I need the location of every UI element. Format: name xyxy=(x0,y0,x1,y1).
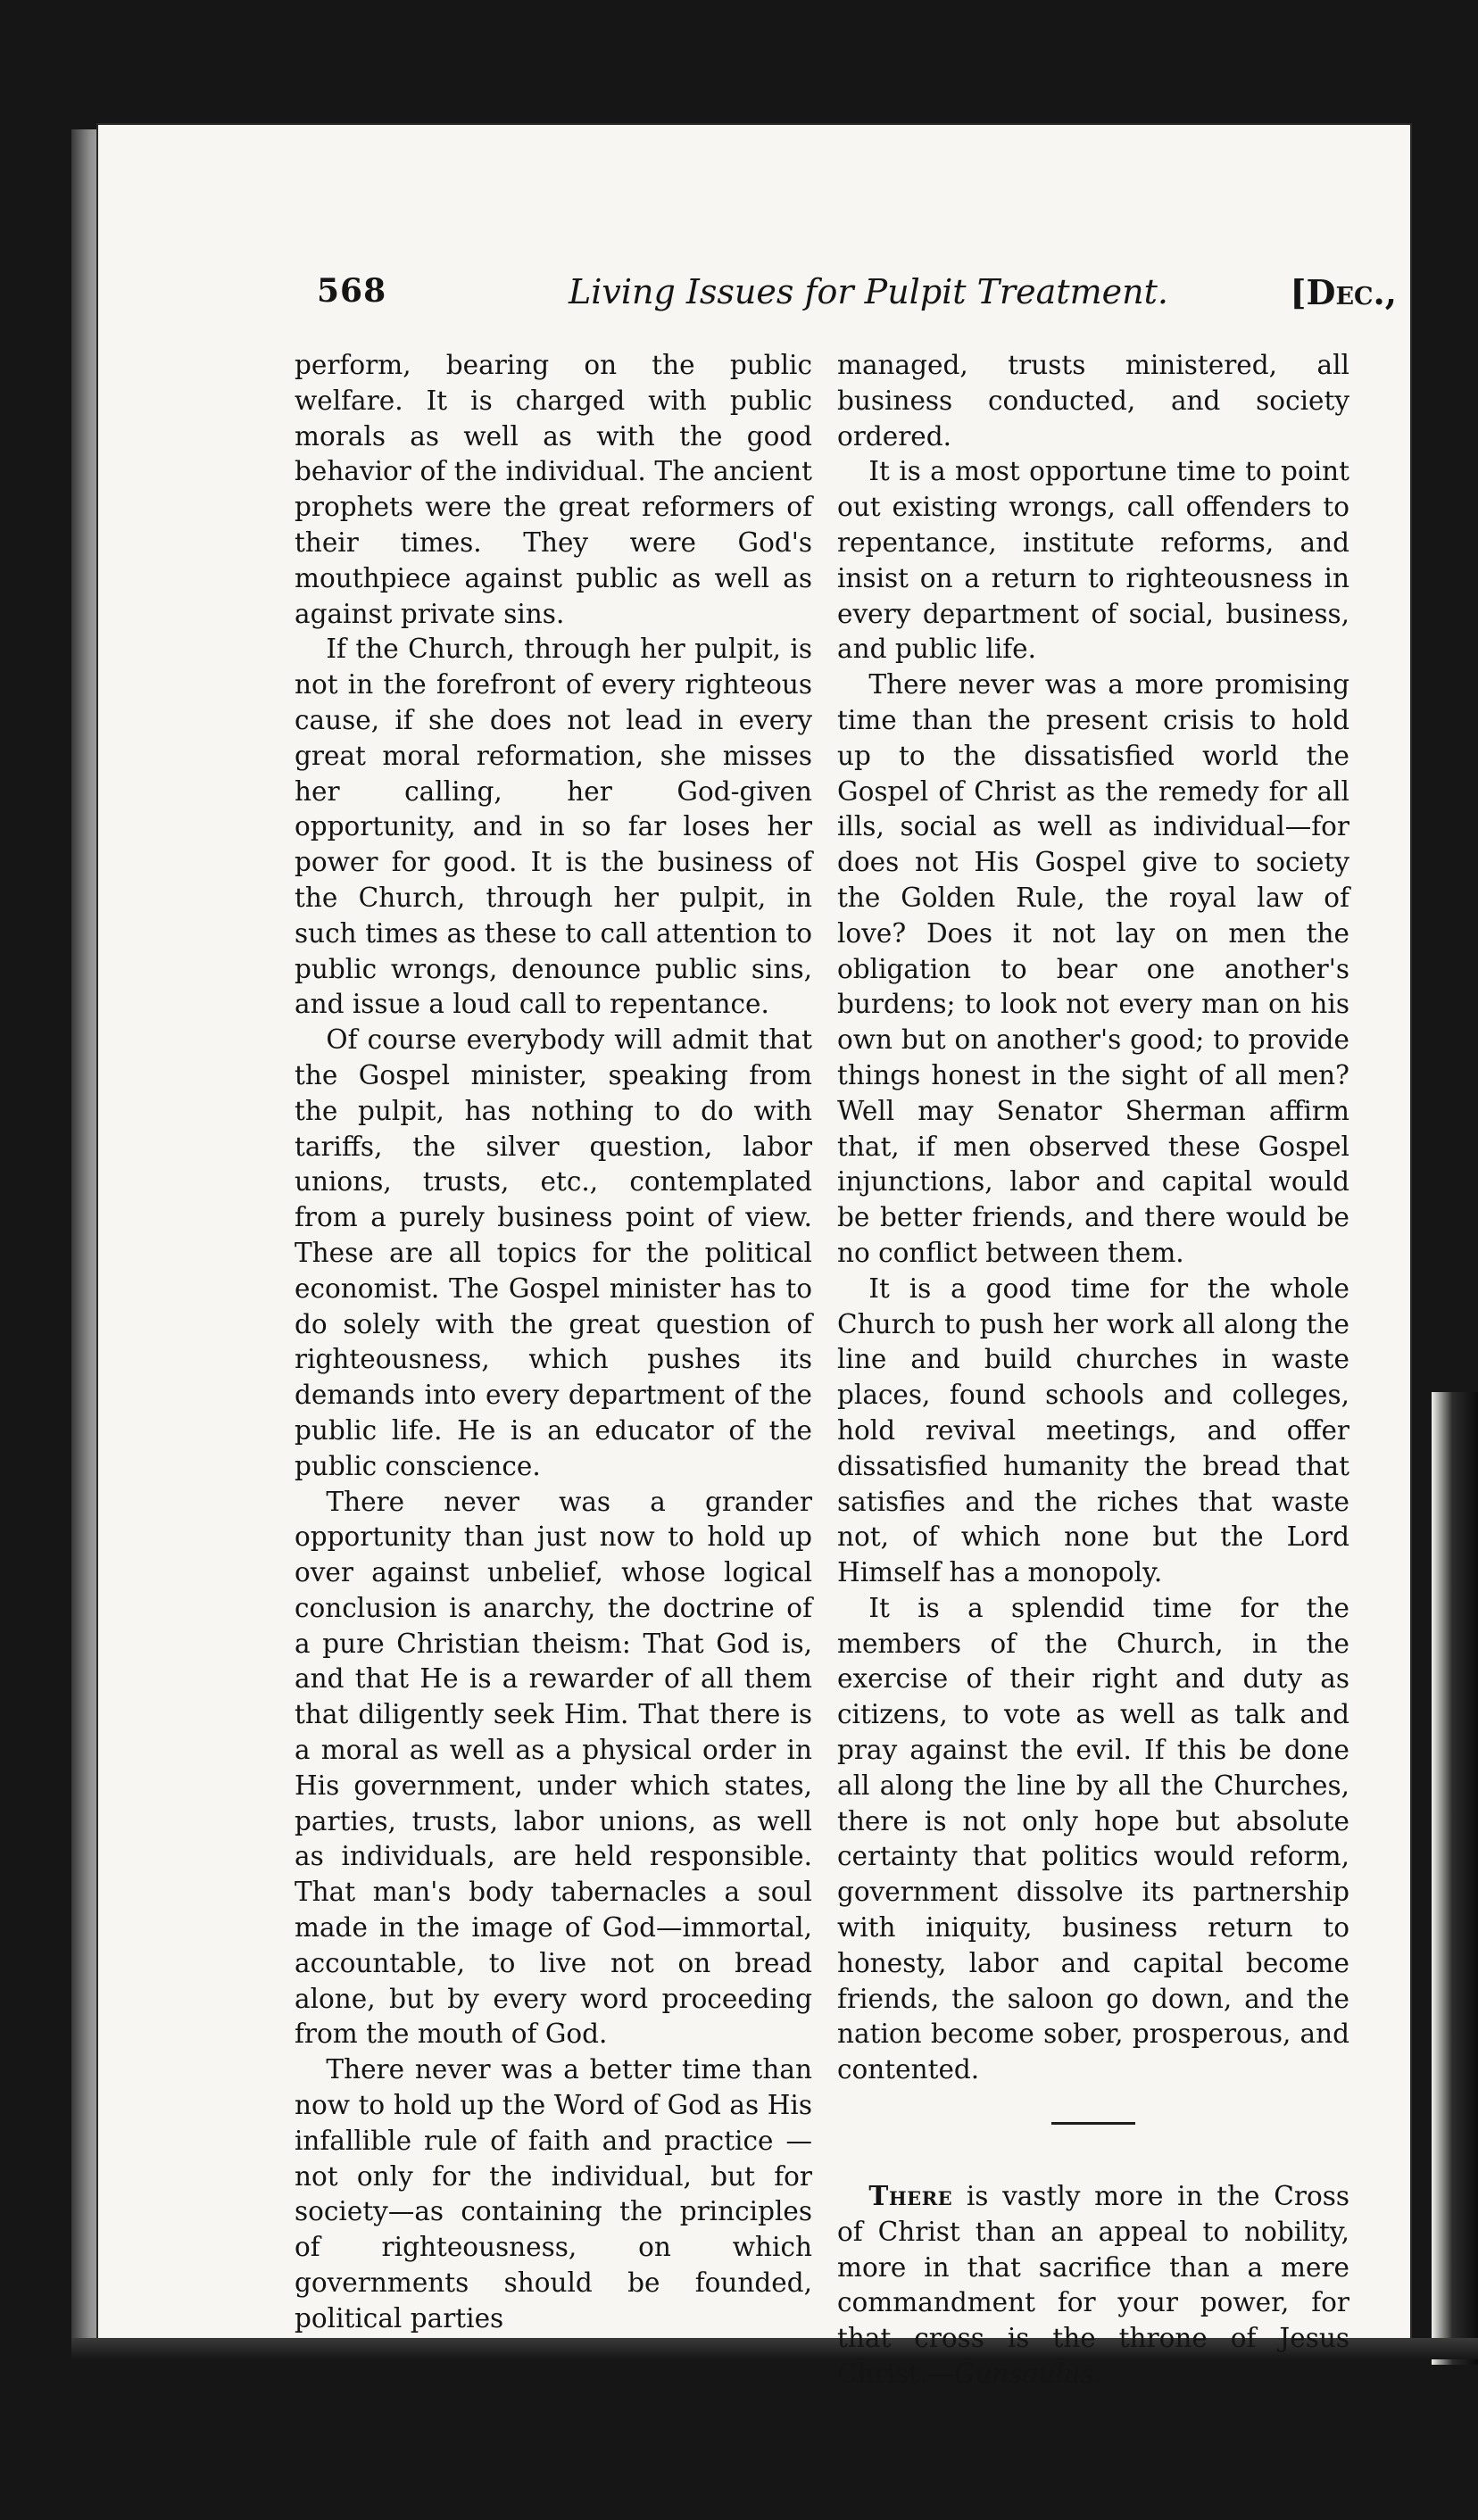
left-column xyxy=(295,348,812,2337)
paragraph: It is a splendid time for the members of the Church, in the exercise of their right and duty as citizens, to vote as well as talk and pray against the evil. If this be done all along the line by all the Churches, there is not only hope but absolute certainty that politics would reform, government dissolve its partnership with iniquity, business return to honesty, labor and capital become friends, the saloon go down, and the nation become sober, prosperous, and contented. xyxy=(837,1592,1349,2085)
paragraph: There never was a more promising time than the present crisis to hold up to the dissatisfied world the Gospel of Christ as the remedy for all ills, social as well as individual—for does not His Gospel give to society the Golden Rule, the royal law of love? Does it not lay on men the obligation to bear one another's burdens; to look not every man on his own but on another's good; to provide things honest in the sight of all men? Well may Senator Sherman affirm that, if men observed these Gospel injunctions, labor and capital would be better friends, and there would be no conflict between them. xyxy=(837,669,1349,1268)
page-edge-shadow xyxy=(1432,1392,1478,2365)
paragraph: If the Church, through her pulpit, is not in the forefront of every righteous cause, if she does not lead in every great moral reformation, she misses her calling, her God-given opportunity, and in so far loses her power for good. It is the business of the Church, through her pulpit, in such times as these to call attention to public wrongs, denounce public sins, and issue a loud call to repentance. xyxy=(295,634,812,1020)
paragraph: It is a good time for the whole Church to push her work all along the line and build churches in waste places, found schools and colleges, hold revival meetings, and offer dissatisfied humanity the bread that satisfies and the riches that waste not, of which none but the Lord Himself has a monopoly. xyxy=(837,1272,1349,1588)
running-month: [Dec., xyxy=(1290,272,1397,312)
paragraph: managed, trusts ministered, all business conducted, and society ordered. xyxy=(837,350,1349,452)
paragraph: There never was a grander opportunity than just now to hold up over against unbelief, whose logical conclusion is anarchy, the doctrine of a pure Christian theism: That God is, and that He is a rewarder of all them that diligently seek Him. That there is a moral as well as a physical order in His government, under which states, parties, trusts, labor unions, as well as individuals, are held responsible. That man's body tabernacles a soul made in the image of God—immortal, accountable, to live not on bread alone, but by every word proceeding from the mouth of God. xyxy=(295,1486,812,2050)
paragraph: perform, bearing on the public welfare. It is charged with public morals as well as with the good behavior of the individual. The ancient prophets were the great reformers of their times. They were God's mouthpiece against public as well as against private sins. xyxy=(295,350,812,629)
quote-lead-word: There xyxy=(868,2180,953,2212)
section-divider xyxy=(1051,2122,1135,2125)
running-title: Living Issues for Pulpit Treatment. xyxy=(569,272,1168,311)
paragraph: There never was a better time than now to hold up the Word of God as His infallible rule of faith and practice —not only for the individual, but for society—as containing the principles of righteousness, on which governments should be founded, political parties xyxy=(295,2054,812,2333)
paragraph: Of course everybody will admit that the Gospel minister, speaking from the pulpit, has nothing to do with tariffs, the silver question, labor unions, trusts, etc., contemplated from a purely business point of view. These are all topics for the political economist. The Gospel minister has to do solely with the great question of righteousness, which pushes its demands into every department of the public life. He is an educator of the public conscience. xyxy=(295,1024,812,1481)
page-number: 568 xyxy=(317,272,387,310)
right-column xyxy=(837,348,1349,2392)
page-header xyxy=(317,272,1397,317)
closing-quote xyxy=(837,2178,1349,2392)
paragraph: It is a most opportune time to point out existing wrongs, call offenders to repentance, institute reforms, and insist on a return to righteousness in every department of social, business, and public life. xyxy=(837,456,1349,665)
quote-attribution: Gunsaulus. xyxy=(953,2358,1103,2390)
quote-body: is vastly more in the Cross of Christ than an appeal to nobility, more in that sacrifice than a mere commandment for your power, for that cross is the throne of Jesus Christ.— xyxy=(837,2181,1349,2390)
